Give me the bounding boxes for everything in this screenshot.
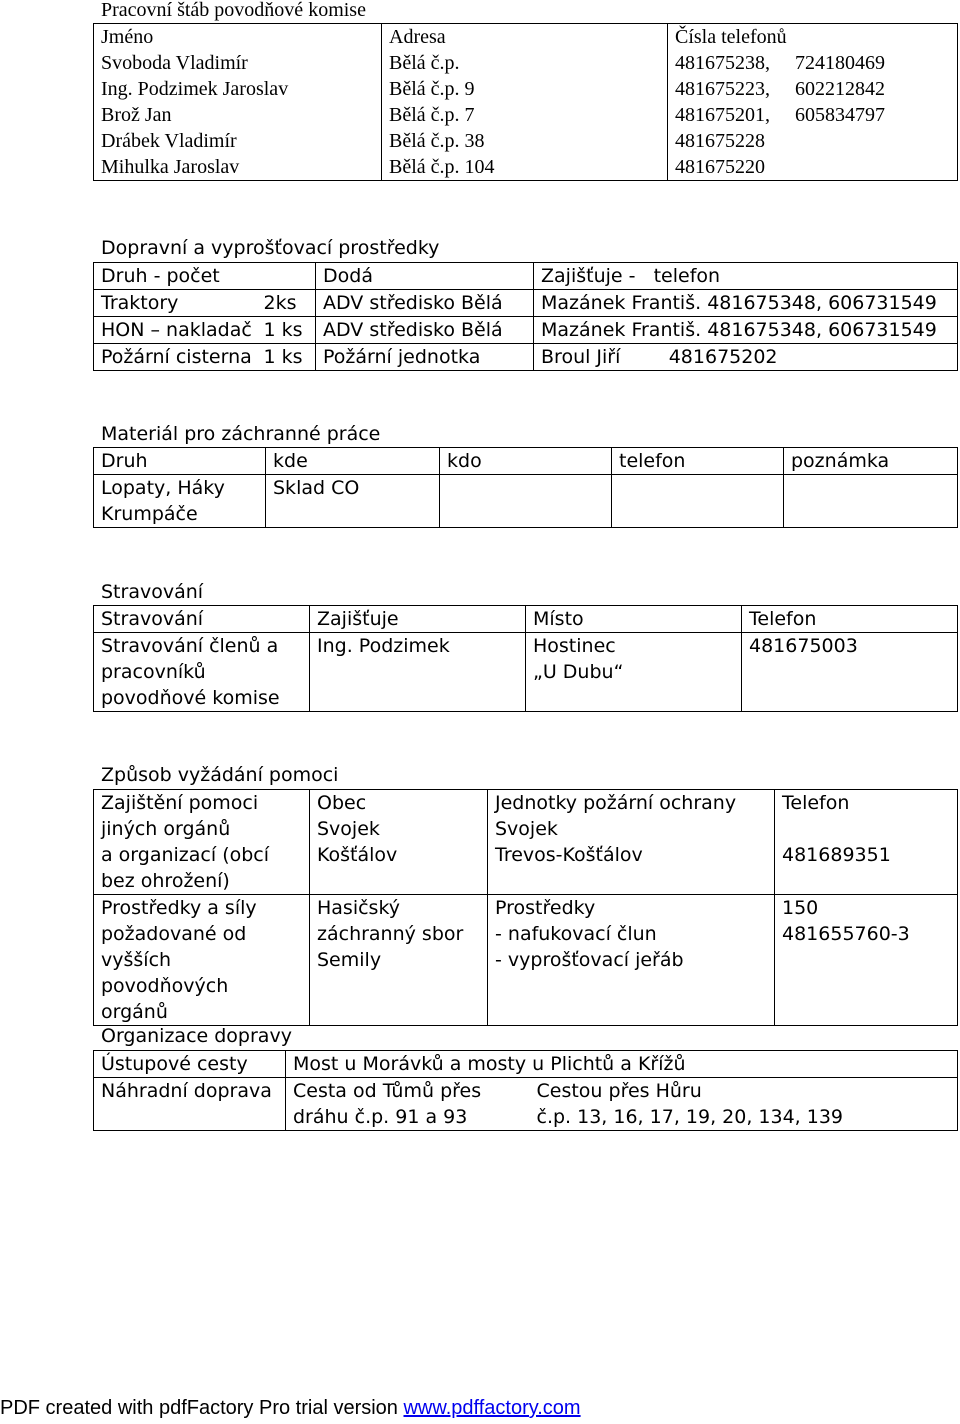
table-cell: Prostředky - nafukovací člun - vyprošťovací jeřáb	[488, 895, 775, 1026]
table-cell: Most u Morávků a mosty u Plichtů a Křížů	[286, 1051, 958, 1078]
header-cell: poznámka	[784, 448, 958, 475]
table-cell: Ing. Podzimek	[310, 633, 526, 712]
table-cell: Sklad CO	[266, 475, 440, 528]
transport-table-wrap	[93, 262, 957, 371]
header-cell: Zajišťuje	[310, 606, 526, 633]
table-cell: 481675220	[668, 154, 958, 181]
header-cell: Druh	[94, 448, 266, 475]
table-row	[94, 790, 958, 895]
section-title-staff: Pracovní štáb povodňové komise	[101, 0, 366, 21]
section-title-rescue-material: Materiál pro záchranné práce	[101, 423, 381, 445]
table-cell: Drábek Vladimír	[94, 128, 382, 154]
table-cell: Obec Svojek Košťálov	[310, 790, 488, 895]
table-cell: 481675228	[668, 128, 958, 154]
header-cell: Adresa	[382, 24, 668, 51]
table-cell: 150 481655760-3	[775, 895, 958, 1026]
header-cell: Jméno	[94, 24, 382, 51]
table-cell: Mazánek Františ. 481675348, 606731549	[534, 290, 958, 317]
table-row	[94, 290, 958, 317]
header-cell: telefon	[612, 448, 784, 475]
header-cell: kdo	[440, 448, 612, 475]
table-cell: Cestou přes Hůru č.p. 13, 16, 17, 19, 20, 134, 139	[530, 1078, 958, 1131]
catering-table	[93, 605, 958, 712]
traffic-table	[93, 1050, 958, 1131]
table-row	[94, 50, 958, 76]
table-cell: 481675238, 724180469	[668, 50, 958, 76]
table-cell: Zajištění pomoci jiných orgánů a organizací (obcí bez ohrožení)	[94, 790, 310, 895]
table-cell: 1 ks	[264, 317, 316, 344]
table-cell: Telefon 481689351	[775, 790, 958, 895]
catering-table-wrap	[93, 605, 957, 712]
table-cell: Prostředky a síly požadované od vyšších povodňových orgánů	[94, 895, 310, 1026]
material-table-wrap	[93, 447, 957, 528]
table-cell: Cesta od Tůmů přes dráhu č.p. 91 a 93	[286, 1078, 530, 1131]
table-cell	[612, 475, 784, 528]
table-cell: 2ks	[264, 290, 316, 317]
table-row	[94, 633, 958, 712]
table-cell: Bělá č.p. 104	[382, 154, 668, 181]
table-row	[94, 344, 958, 371]
table-cell: Mazánek Františ. 481675348, 606731549	[534, 317, 958, 344]
header-cell: kde	[266, 448, 440, 475]
table-cell: ADV středisko Bělá	[316, 290, 534, 317]
table-cell: Traktory	[94, 290, 264, 317]
header-cell: Druh - počet	[94, 263, 316, 290]
section-title-help-request: Způsob vyžádání pomoci	[101, 764, 339, 786]
table-cell: Broul Jiří 481675202	[534, 344, 958, 371]
header-cell: Dodá	[316, 263, 534, 290]
help-table-wrap	[93, 789, 957, 1026]
table-cell: 481675201, 605834797	[668, 102, 958, 128]
table-cell: Bělá č.p. 38	[382, 128, 668, 154]
table-cell: Stravování členů a pracovníků povodňové komise	[94, 633, 310, 712]
pdf-footer	[0, 1396, 581, 1420]
material-table	[93, 447, 958, 528]
table-cell: Požární cisterna	[94, 344, 264, 371]
table-row	[94, 475, 958, 528]
traffic-table-wrap	[93, 1050, 957, 1131]
section-title-transport-organization: Organizace dopravy	[101, 1025, 292, 1047]
table-header-row	[94, 263, 958, 290]
header-cell: Místo	[526, 606, 742, 633]
table-cell: Lopaty, Háky Krumpáče	[94, 475, 266, 528]
table-cell: Náhradní doprava	[94, 1078, 286, 1131]
table-cell: ADV středisko Bělá	[316, 317, 534, 344]
section-title-catering: Stravování	[101, 581, 204, 603]
table-cell: Ústupové cesty	[94, 1051, 286, 1078]
table-header-row	[94, 448, 958, 475]
table-row	[94, 1078, 958, 1131]
table-cell: 1 ks	[264, 344, 316, 371]
table-row	[94, 317, 958, 344]
help-table	[93, 789, 958, 1026]
table-row	[94, 154, 958, 181]
header-cell: Telefon	[742, 606, 958, 633]
header-cell: Stravování	[94, 606, 310, 633]
table-cell: HON – nakladač	[94, 317, 264, 344]
table-cell: Bělá č.p.	[382, 50, 668, 76]
table-cell	[440, 475, 612, 528]
table-row	[94, 128, 958, 154]
table-cell: Svoboda Vladimír	[94, 50, 382, 76]
transport-table	[93, 262, 958, 371]
staff-table-wrap	[93, 23, 957, 181]
table-cell: 481675223, 602212842	[668, 76, 958, 102]
table-cell: Ing. Podzimek Jaroslav	[94, 76, 382, 102]
footer-link[interactable]: www.pdffactory.com	[403, 1397, 581, 1419]
header-cell: Čísla telefonů	[668, 24, 958, 51]
table-cell: 481675003	[742, 633, 958, 712]
table-cell: Bělá č.p. 7	[382, 102, 668, 128]
table-cell: Požární jednotka	[316, 344, 534, 371]
table-cell: Mihulka Jaroslav	[94, 154, 382, 181]
table-row	[94, 102, 958, 128]
table-cell: Hasičský záchranný sbor Semily	[310, 895, 488, 1026]
header-cell: Zajišťuje - telefon	[534, 263, 958, 290]
table-row	[94, 1051, 958, 1078]
table-cell: Brož Jan	[94, 102, 382, 128]
table-cell: Bělá č.p. 9	[382, 76, 668, 102]
table-row	[94, 76, 958, 102]
table-cell: Hostinec „U Dubu“	[526, 633, 742, 712]
footer-text: PDF created with pdfFactory Pro trial version	[0, 1397, 404, 1419]
table-cell: Jednotky požární ochrany Svojek Trevos-Košťálov	[488, 790, 775, 895]
table-header-row	[94, 24, 958, 51]
staff-table	[93, 23, 958, 181]
table-row	[94, 895, 958, 1026]
table-header-row	[94, 606, 958, 633]
section-title-transport-means: Dopravní a vyprošťovací prostředky	[101, 237, 440, 259]
table-cell	[784, 475, 958, 528]
